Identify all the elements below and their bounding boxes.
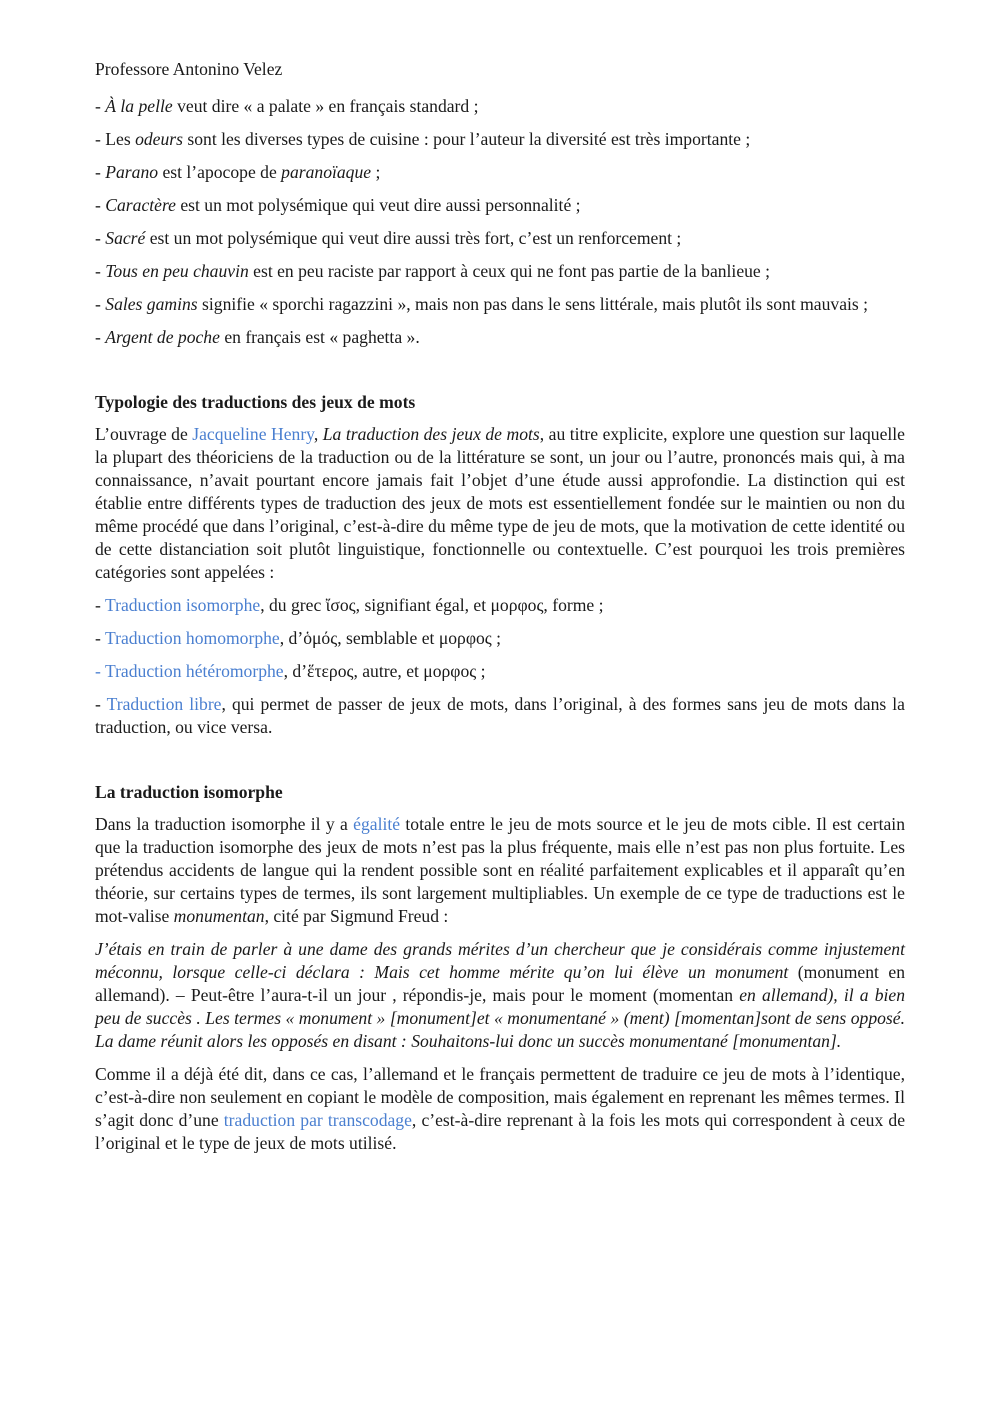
quote-run: en allemand), il a bien peu de succès . Les termes « monument » [monument]et « monumentané » (ment) [momentan]sont de sens opposé. La dame réunit alors les opposés en disant : Souhaitons-lui donc un succès monumentané [monumentan]. bbox=[95, 985, 906, 1051]
glossary-item: - Les odeurs sont les diverses types de cuisine : pour l’auteur la diversité est très importante ; bbox=[95, 129, 751, 149]
glossary-term: À la pelle bbox=[105, 96, 173, 116]
type-link[interactable]: Traduction isomorphe bbox=[104, 595, 261, 615]
glossary-definition: est un mot polysémique qui veut dire aussi très fort, c’est un renforcement ; bbox=[145, 228, 682, 248]
paragraph bbox=[95, 423, 905, 584]
freud-quote bbox=[95, 938, 905, 1053]
glossary-term: Sales gamins bbox=[105, 294, 198, 314]
section-heading: Typologie des traductions des jeux de mots bbox=[95, 392, 416, 412]
glossary-item: - Sales gamins signifie « sporchi ragazzini », mais non pas dans le sens littérale, mais plutôt ils sont mauvais ; bbox=[95, 294, 869, 314]
glossary-definition: en français est « paghetta ». bbox=[219, 327, 420, 347]
glossary-definition: est l’apocope de bbox=[158, 162, 282, 182]
glossary-term: Argent de poche bbox=[105, 327, 220, 347]
quote-run: J’étais en train de parler à une dame des grands mérites d’un chercheur que je considérais comme injustement méconnu, lorsque celle-ci déclara : Mais cet homme mérite qu’on lui élève un monument bbox=[95, 939, 905, 982]
section-heading: La traduction isomorphe bbox=[95, 782, 283, 802]
glossary-item: - Sacré est un mot polysémique qui veut dire aussi très fort, c’est un renforcement ; bbox=[95, 228, 682, 248]
type-link[interactable]: - Traduction hétéromorphe bbox=[95, 661, 284, 681]
text-run: Dans la traduction isomorphe il y a bbox=[95, 814, 354, 834]
section-isomorphic bbox=[95, 781, 905, 1155]
example-word: monumentan bbox=[173, 906, 265, 926]
glossary-item: - Argent de poche en français est « paghetta ». bbox=[95, 327, 420, 347]
type-description: , du grec ἴσος, signifiant égal, et μορφος, forme ; bbox=[260, 595, 604, 615]
glossary-definition: sont les diverses types de cuisine : pour l’auteur la diversité est très importante ; bbox=[182, 129, 751, 149]
page-header-author: Professore Antonino Velez bbox=[95, 59, 283, 79]
quote-run: monument bbox=[803, 962, 879, 982]
text-run: , bbox=[313, 424, 323, 444]
type-description: , d’ὁμός, semblable et μορφος ; bbox=[279, 628, 502, 648]
type-link[interactable]: Traduction libre bbox=[106, 694, 222, 714]
type-link[interactable]: Traduction homomorphe bbox=[104, 628, 280, 648]
type-description: , d’ἕτερος, autre, et μορφος ; bbox=[283, 661, 486, 681]
glossary-item: - Parano est l’apocope de paranoïaque ; bbox=[95, 162, 381, 182]
glossary-definition: est en peu raciste par rapport à ceux qui ne font pas partie de la banlieue ; bbox=[248, 261, 771, 281]
author-link[interactable]: Jacqueline Henry bbox=[192, 424, 314, 444]
quote-run: ( bbox=[797, 962, 804, 982]
section-typology bbox=[95, 391, 905, 739]
paragraph bbox=[95, 813, 905, 928]
glossary-item: - À la pelle veut dire « a palate » en français standard ; bbox=[95, 96, 479, 116]
paragraph bbox=[95, 1063, 905, 1155]
text-run: , au titre explicite, explore une question sur laquelle la plupart des théoriciens de la traduction ou de la littérature se sont, un jour ou l’autre, prononcés mais qui, à ma connaissance, n’avait pourtant encore jamais fait l’objet d’une étude aussi approfondie. La distinction qui est établie entre différents types de traduction des jeux de mots est essentiellement fondée sur le maintien ou non du même procédé que dans l’original, c’est-à-dire du même type de jeu de mots, que la motivation de cette identité ou de cette distanciation soit plutôt linguistique, fonctionnelle ou contextuelle. C’est pourquoi les trois premières catégories sont appelées : bbox=[95, 424, 905, 582]
text-run: Comme il a déjà été dit, dans ce cas, l’allemand et le français permettent de traduire ce jeu de mots à l’identique, c’est-à-dire non seulement en copiant le modèle de composition, mais également en reprenant les mêmes termes. Il s’agit donc d’une bbox=[95, 1064, 905, 1130]
glossary-term: Tous en peu chauvin bbox=[105, 261, 249, 281]
glossary-list bbox=[95, 95, 905, 349]
glossary-item: - Tous en peu chauvin est en peu raciste par rapport à ceux qui ne font pas partie de la banlieue ; bbox=[95, 261, 771, 281]
glossary-prefix: Les bbox=[105, 129, 136, 149]
list-dash: - bbox=[95, 628, 105, 648]
list-dash: - bbox=[95, 694, 107, 714]
glossary-definition: veut dire « a palate » en français standard ; bbox=[172, 96, 479, 116]
glossary-term-secondary: paranoïaque bbox=[281, 162, 372, 182]
text-run: , c’est-à-dire reprenant à la fois les mots qui correspondent à ceux de l’original et le type de jeux de mots utilisé. bbox=[95, 1110, 906, 1153]
type-item bbox=[95, 693, 905, 739]
text-run: , cité par Sigmund Freud : bbox=[264, 906, 449, 926]
transcoding-link[interactable]: traduction par transcodage bbox=[223, 1110, 412, 1130]
equality-link[interactable]: égalité bbox=[353, 814, 401, 834]
glossary-definition: signifie « sporchi ragazzini », mais non pas dans le sens littérale, mais plutôt ils sont mauvais ; bbox=[197, 294, 869, 314]
glossary-term: Caractère bbox=[105, 195, 176, 215]
glossary-definition: est un mot polysémique qui veut dire aussi personnalité ; bbox=[175, 195, 581, 215]
text-run: L’ouvrage de bbox=[95, 424, 193, 444]
type-item bbox=[95, 660, 905, 683]
text-run: totale entre le jeu de mots source et le jeu de mots cible. Il est certain que la traduction isomorphe des jeux de mots n’est pas la plus fréquente, mais elle n’est pas non plus fortuite. Les prétendus accidents de langue qui la rendent possible sont en réalité parfaitement explicables et il apparaît qu’en théorie, sur certains types de termes, ils sont largement multipliables. Un exemple de ce type de traductions est le mot-valise bbox=[95, 814, 905, 926]
glossary-term: Parano bbox=[105, 162, 159, 182]
list-dash: - bbox=[95, 595, 105, 615]
type-description: , qui permet de passer de jeux de mots, dans l’original, à des formes sans jeu de mots dans la traduction, ou vice versa. bbox=[95, 694, 905, 737]
glossary-definition-end: ; bbox=[371, 162, 381, 182]
quote-run: en allemand). – Peut-être l’aura-t-il un jour , répondis-je, mais pour le moment bbox=[95, 962, 906, 1005]
quote-run: ( bbox=[652, 985, 659, 1005]
glossary-term: odeurs bbox=[135, 129, 183, 149]
book-title: La traduction des jeux de mots bbox=[322, 424, 540, 444]
glossary-term: Sacré bbox=[105, 228, 146, 248]
quote-run: momentan bbox=[658, 985, 734, 1005]
glossary-item: - Caractère est un mot polysémique qui veut dire aussi personnalité ; bbox=[95, 195, 581, 215]
type-item bbox=[95, 594, 905, 617]
type-item bbox=[95, 627, 905, 650]
document-page bbox=[95, 58, 905, 1165]
